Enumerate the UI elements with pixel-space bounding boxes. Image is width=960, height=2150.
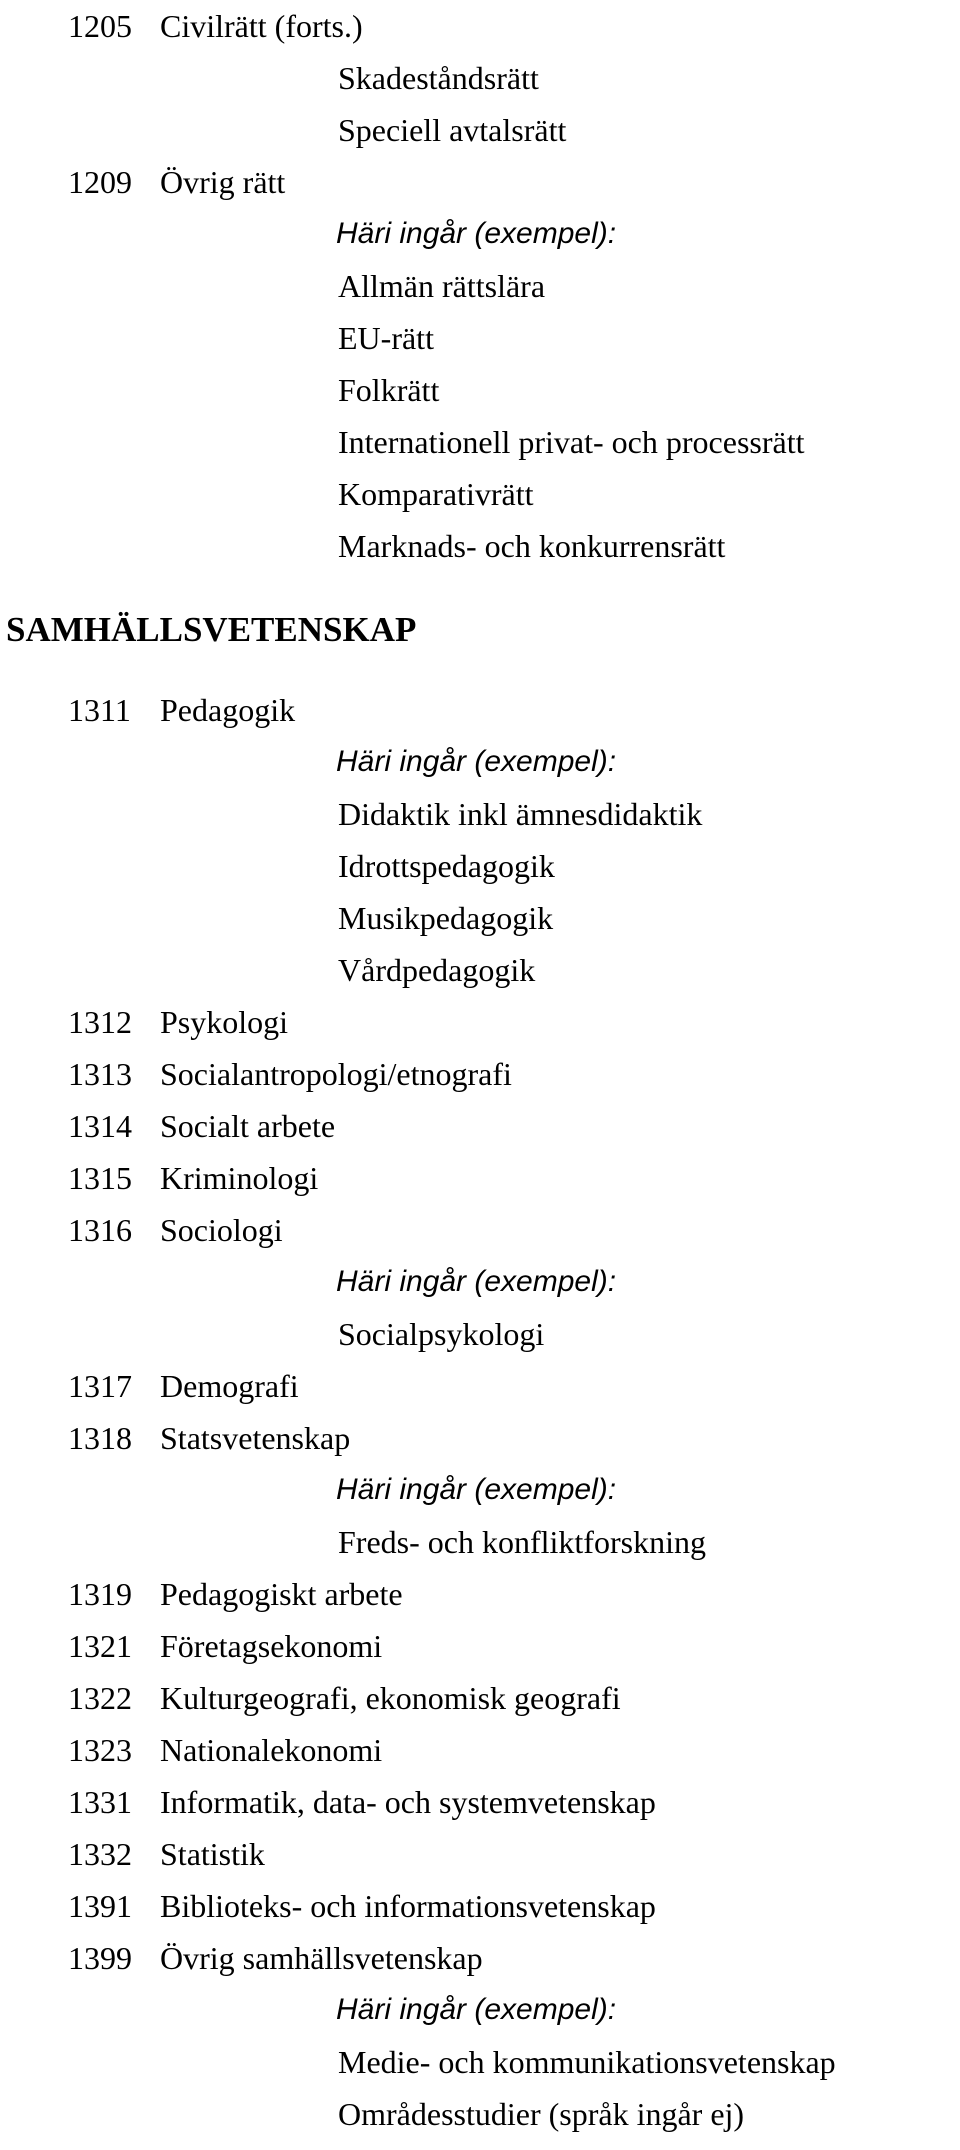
includes-label: Häri ingår (exempel): bbox=[336, 1473, 617, 1506]
subitem: Komparativrätt bbox=[338, 476, 534, 512]
entry-title: Övrig samhällsvetenskap bbox=[160, 1940, 483, 1976]
subitem: Allmän rättslära bbox=[338, 268, 546, 304]
entry-title: Demografi bbox=[160, 1368, 299, 1404]
subitem: Musikpedagogik bbox=[338, 900, 554, 936]
subitem: Idrottspedagogik bbox=[338, 848, 555, 884]
entry-title: Informatik, data- och systemvetenskap bbox=[160, 1784, 656, 1820]
entry-title: Nationalekonomi bbox=[160, 1732, 383, 1768]
entry-number: 1332 bbox=[68, 1836, 132, 1872]
entry-title: Kulturgeografi, ekonomisk geografi bbox=[160, 1680, 621, 1716]
subitem: Skadeståndsrätt bbox=[338, 60, 539, 96]
entry-title: Kriminologi bbox=[160, 1160, 319, 1196]
includes-label: Häri ingår (exempel): bbox=[336, 745, 617, 778]
section-heading: SAMHÄLLSVETENSKAP bbox=[6, 610, 417, 649]
entry-title: Civilrätt (forts.) bbox=[160, 8, 363, 44]
entry-number: 1314 bbox=[68, 1108, 132, 1144]
entry-title: Psykologi bbox=[160, 1004, 289, 1040]
entry-title: Pedagogiskt arbete bbox=[160, 1576, 403, 1612]
entry-number: 1331 bbox=[68, 1784, 132, 1820]
entry-number: 1312 bbox=[68, 1004, 132, 1040]
entry-title: Pedagogik bbox=[160, 692, 296, 728]
entry-number: 1209 bbox=[68, 164, 132, 200]
entry-title: Biblioteks- och informationsvetenskap bbox=[160, 1888, 656, 1924]
subitem: Vårdpedagogik bbox=[338, 952, 536, 988]
entry-number: 1313 bbox=[68, 1056, 132, 1092]
entry-number: 1322 bbox=[68, 1680, 132, 1716]
subitem: EU-rätt bbox=[338, 320, 434, 356]
entry-number: 1317 bbox=[68, 1368, 132, 1404]
entry-title: Socialantropologi/etnografi bbox=[160, 1056, 512, 1092]
entry-number: 1399 bbox=[68, 1940, 132, 1976]
entry-number: 1311 bbox=[68, 692, 131, 728]
entry-number: 1318 bbox=[68, 1420, 132, 1456]
entry-title: Statistik bbox=[160, 1836, 265, 1872]
entry-title: Företagsekonomi bbox=[160, 1628, 383, 1664]
entry-number: 1319 bbox=[68, 1576, 132, 1612]
subitem: Områdesstudier (språk ingår ej) bbox=[338, 2096, 745, 2132]
entry-title: Övrig rätt bbox=[160, 164, 286, 200]
subitem: Speciell avtalsrätt bbox=[338, 112, 567, 148]
subitem: Socialpsykologi bbox=[338, 1316, 545, 1352]
includes-label: Häri ingår (exempel): bbox=[336, 1265, 617, 1298]
entry-title: Statsvetenskap bbox=[160, 1420, 351, 1456]
includes-label: Häri ingår (exempel): bbox=[336, 217, 617, 250]
subitem: Folkrätt bbox=[338, 372, 440, 408]
entry-number: 1316 bbox=[68, 1212, 132, 1248]
subitem: Marknads- och konkurrensrätt bbox=[338, 528, 726, 564]
entry-number: 1321 bbox=[68, 1628, 132, 1664]
entry-title: Socialt arbete bbox=[160, 1108, 336, 1144]
includes-label: Häri ingår (exempel): bbox=[336, 1993, 617, 2026]
subitem: Didaktik inkl ämnesdidaktik bbox=[338, 796, 703, 832]
entry-title: Sociologi bbox=[160, 1212, 283, 1248]
entry-number: 1315 bbox=[68, 1160, 132, 1196]
subitem: Freds- och konfliktforskning bbox=[338, 1524, 706, 1560]
entry-number: 1391 bbox=[68, 1888, 132, 1924]
subitem: Medie- och kommunikationsvetenskap bbox=[338, 2044, 836, 2080]
entry-number: 1323 bbox=[68, 1732, 132, 1768]
subitem: Internationell privat- och processrätt bbox=[338, 424, 805, 460]
entry-number: 1205 bbox=[68, 8, 132, 44]
